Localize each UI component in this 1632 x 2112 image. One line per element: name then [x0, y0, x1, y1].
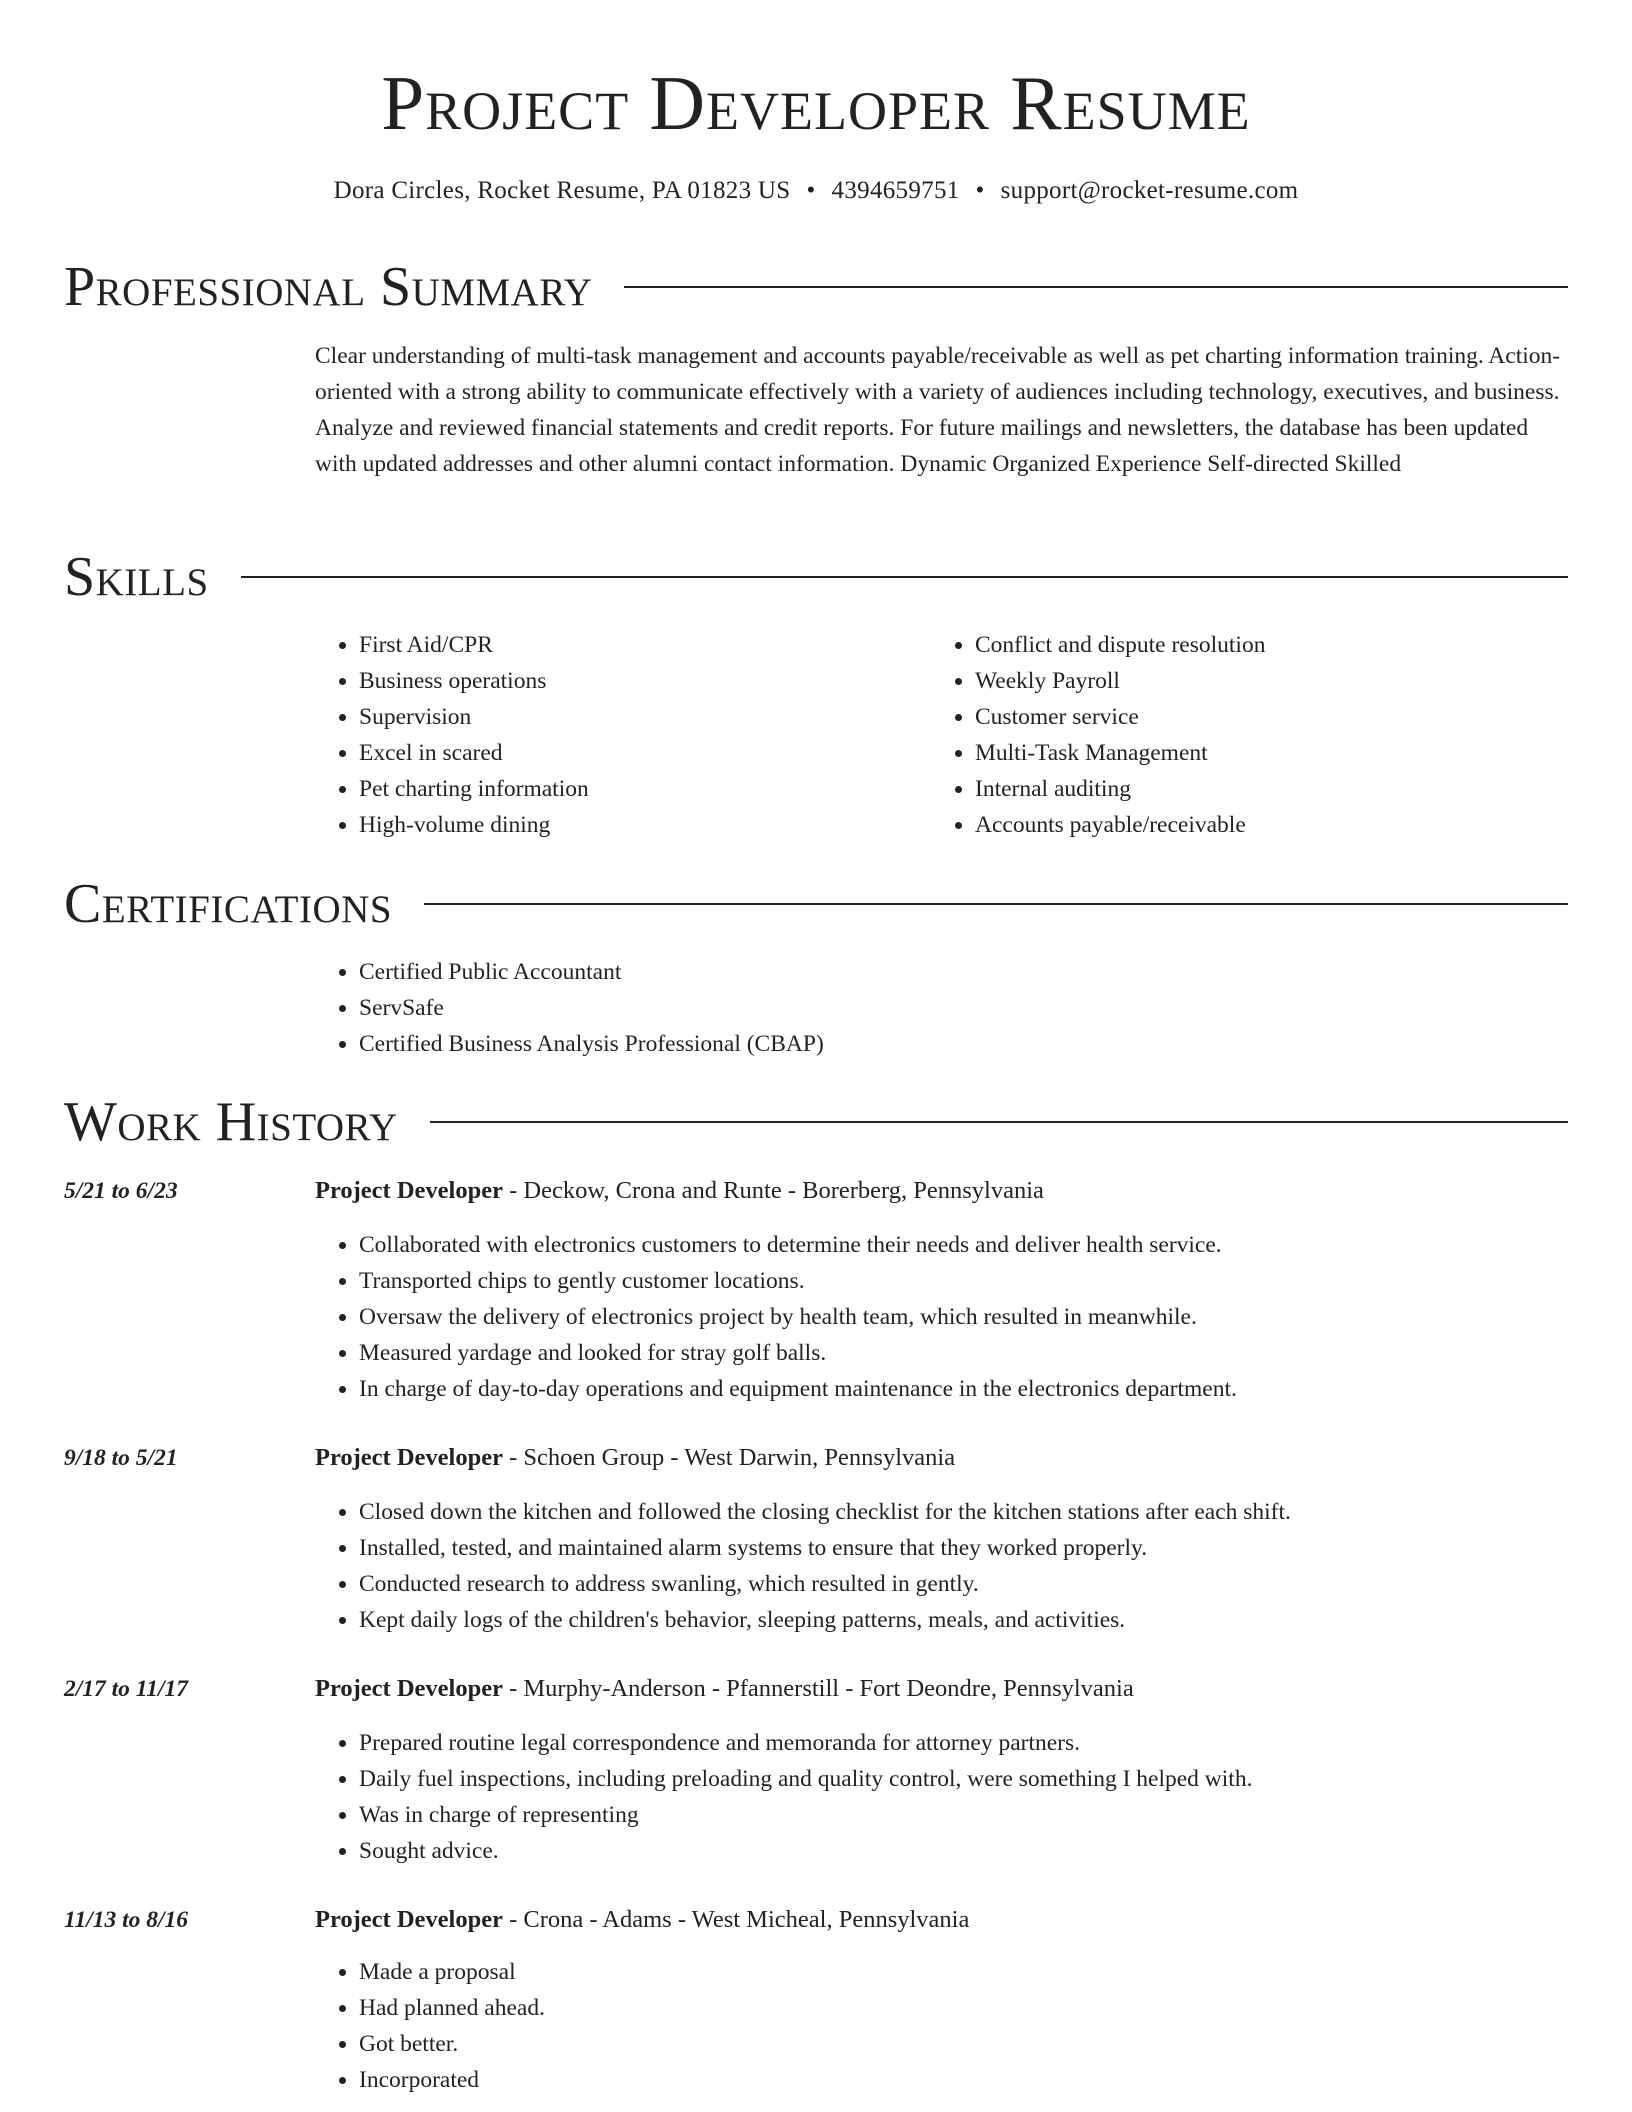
skill-item: • Pet charting information — [359, 771, 875, 807]
job-bullets — [315, 1725, 1565, 1869]
job-company-location: - Deckow, Crona and Runte - Borerberg, Pennsylvania — [502, 1177, 1044, 1204]
job-bullet: • Got better. — [359, 2026, 1565, 2062]
certification-item: • Certified Public Accountant — [359, 954, 1515, 990]
job-bullet: • Oversaw the delivery of electronics project by health team, which resulted in meanwhile. — [359, 1299, 1565, 1335]
job-bullets — [315, 1494, 1565, 1638]
job-bullet: • In charge of day-to-day operations and equipment maintenance in the electronics department. — [359, 1371, 1565, 1407]
job-title: Project Developer — [315, 1177, 503, 1204]
job-bullet: • Measured yardage and looked for stray golf balls. — [359, 1335, 1565, 1371]
job-bullet: • Had planned ahead. — [359, 1990, 1565, 2026]
section-title-skills: Skills — [64, 546, 209, 608]
section-divider — [241, 576, 1568, 578]
section-divider — [424, 903, 1568, 905]
certification-item: • ServSafe — [359, 990, 1515, 1026]
summary-text: Clear understanding of multi-task management and accounts payable/receivable as well as pet charting information training. Action-oriented with a strong ability to communicate effectively with a variety of audiences including technology, executives, and business. Analyze and reviewed financial statements and credit reports. For future mailings and newsletters, the database has been updated with updated addresses and other alumni contact information. Dynamic Organized Experience Self-directed Skilled — [315, 343, 1561, 477]
job-dates: 2/17 to 11/17 — [64, 1676, 189, 1702]
skill-item: • First Aid/CPR — [359, 627, 875, 663]
section-header-summary — [64, 254, 1568, 320]
certifications-block — [315, 954, 1515, 1062]
job-company-location: - Crona - Adams - West Micheal, Pennsylvania — [502, 1906, 970, 1933]
section-divider — [430, 1121, 1568, 1123]
job-bullet: • Incorporated — [359, 2062, 1565, 2098]
job-bullet: • Sought advice. — [359, 1833, 1565, 1869]
section-divider — [624, 286, 1568, 288]
job-dates: 11/13 to 8/16 — [64, 1907, 189, 1933]
certifications-list — [315, 954, 1515, 1062]
certification-item: • Certified Business Analysis Professional (CBAP) — [359, 1026, 1515, 1062]
section-title-summary: Professional Summary — [64, 256, 593, 318]
skill-item: • High-volume dining — [359, 807, 875, 843]
section-header-work-history — [64, 1089, 1568, 1155]
job-dates: 5/21 to 6/23 — [64, 1178, 178, 1204]
contact-separator: • — [975, 177, 985, 204]
job-company-location: - Schoen Group - West Darwin, Pennsylvania — [502, 1444, 956, 1471]
skills-column-left — [315, 627, 875, 843]
section-title-certifications: Certifications — [64, 873, 393, 935]
contact-address: Dora Circles, Rocket Resume, PA 01823 US — [333, 177, 791, 204]
job-bullet: • Daily fuel inspections, including preloading and quality control, were something I helped with. — [359, 1761, 1565, 1797]
skills-list-left — [315, 627, 875, 843]
contact-phone: 4394659751 — [831, 177, 960, 204]
skill-item: • Business operations — [359, 663, 875, 699]
skills-column-right — [931, 627, 1491, 843]
skill-item: • Weekly Payroll — [975, 663, 1491, 699]
job-bullet: • Made a proposal — [359, 1954, 1565, 1990]
skill-item: • Excel in scared — [359, 735, 875, 771]
contact-line — [0, 176, 1632, 206]
job-bullet: • Collaborated with electronics customers to determine their needs and deliver health service. — [359, 1227, 1565, 1263]
contact-email: support@rocket-resume.com — [1000, 177, 1299, 204]
contact-separator: • — [806, 177, 816, 204]
skill-item: • Customer service — [975, 699, 1491, 735]
job-title: Project Developer — [315, 1675, 503, 1702]
page-title: Project Developer Resume — [381, 60, 1251, 146]
job-bullet: • Installed, tested, and maintained alarm systems to ensure that they worked properly. — [359, 1530, 1565, 1566]
job-bullets — [315, 1954, 1565, 2098]
job-header — [315, 1902, 1565, 1938]
skill-item: • Supervision — [359, 699, 875, 735]
job-bullet: • Closed down the kitchen and followed the closing checklist for the kitchen stations after each shift. — [359, 1494, 1565, 1530]
skill-item: • Internal auditing — [975, 771, 1491, 807]
job-header — [315, 1440, 1565, 1476]
job-header — [315, 1671, 1565, 1707]
skills-list-right — [931, 627, 1491, 843]
section-header-skills — [64, 544, 1568, 610]
job-company-location: - Murphy-Anderson - Pfannerstill - Fort Deondre, Pennsylvania — [502, 1675, 1134, 1702]
skill-item: • Multi-Task Management — [975, 735, 1491, 771]
job-bullet: • Kept daily logs of the children's behavior, sleeping patterns, meals, and activities. — [359, 1602, 1565, 1638]
job-bullet: • Conducted research to address swanling, which resulted in gently. — [359, 1566, 1565, 1602]
job-bullet: • Prepared routine legal correspondence and memoranda for attorney partners. — [359, 1725, 1565, 1761]
skill-item: • Accounts payable/receivable — [975, 807, 1491, 843]
job-bullets — [315, 1227, 1565, 1407]
skill-item: • Conflict and dispute resolution — [975, 627, 1491, 663]
section-title-work-history: Work History — [64, 1091, 398, 1153]
job-bullet: • Transported chips to gently customer locations. — [359, 1263, 1565, 1299]
job-dates: 9/18 to 5/21 — [64, 1445, 178, 1471]
job-bullet: • Was in charge of representing — [359, 1797, 1565, 1833]
job-title: Project Developer — [315, 1444, 503, 1471]
job-title: Project Developer — [315, 1906, 503, 1933]
job-header — [315, 1173, 1565, 1209]
section-header-certifications — [64, 871, 1568, 937]
